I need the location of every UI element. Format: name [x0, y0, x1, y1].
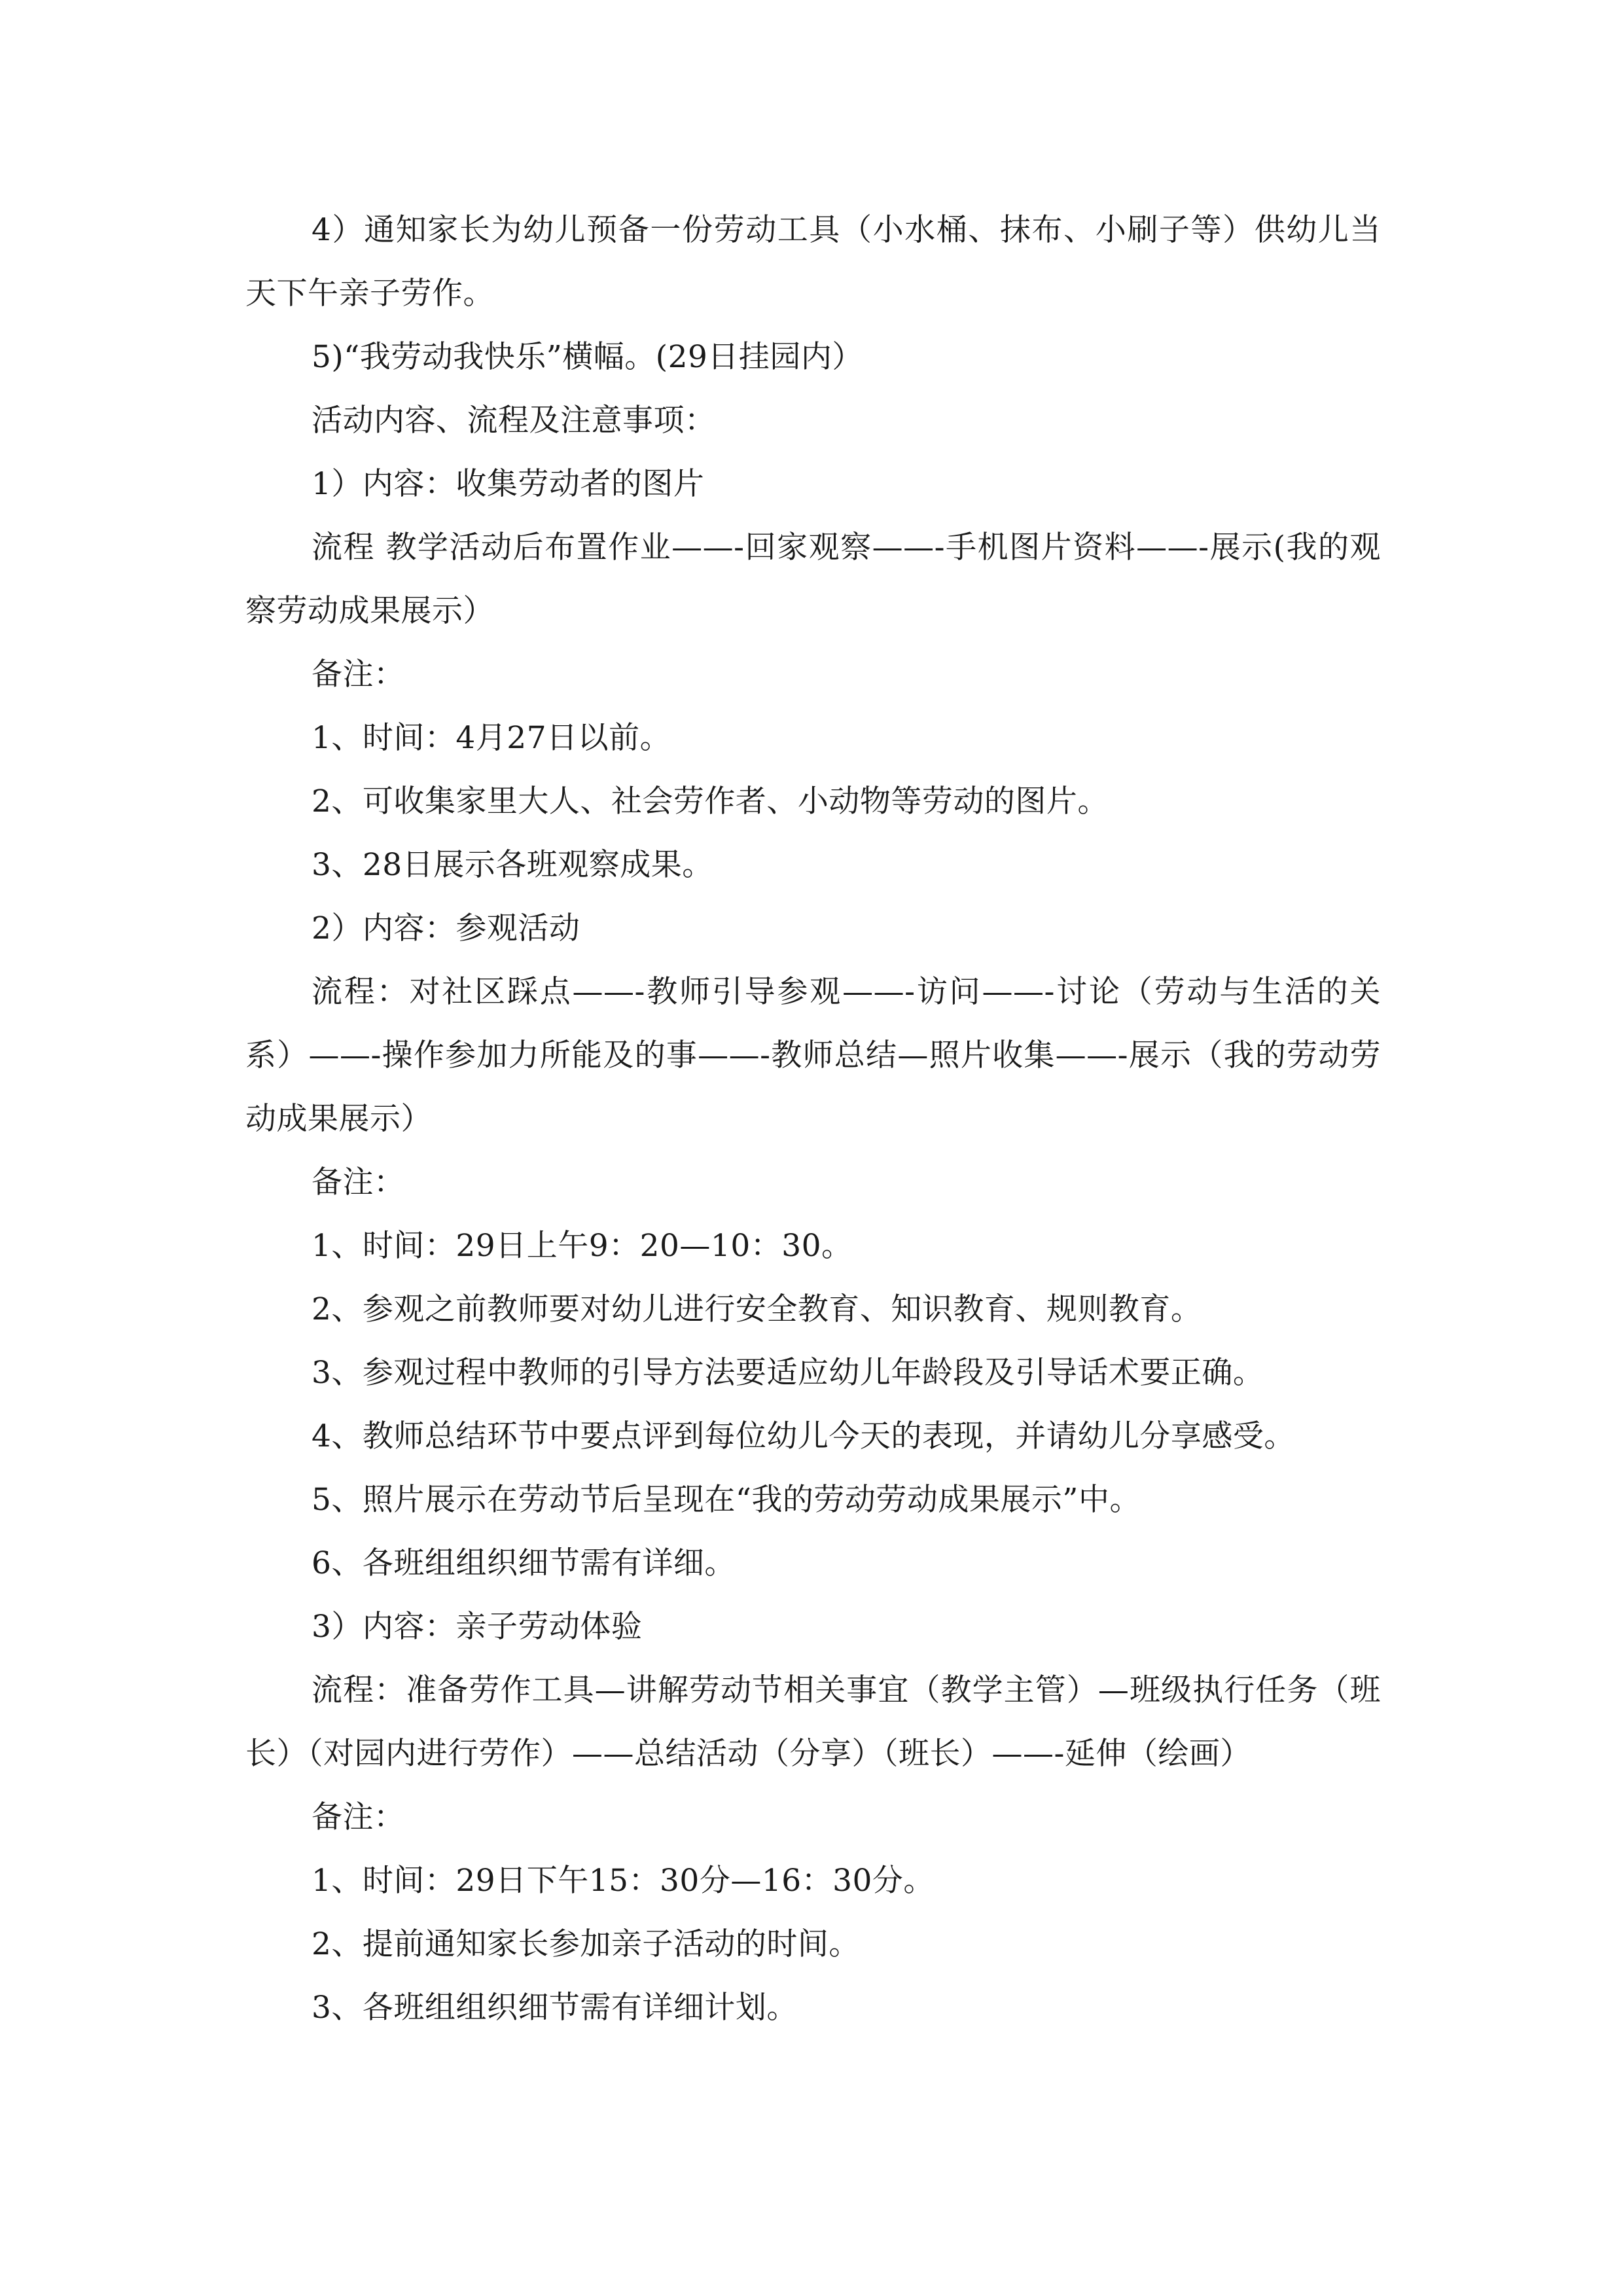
paragraph-content-2: 2）内容：参观活动: [312, 910, 580, 946]
document-body: [245, 198, 1381, 2039]
paragraph-note-1-1: 1、时间：4月27日以前。: [312, 720, 671, 756]
paragraph-content-3: 3）内容：亲子劳动体验: [312, 1609, 643, 1645]
paragraph-note-2-6: 6、各班组组织细节需有详细。: [312, 1545, 736, 1581]
paragraph-note-3-2: 2、提前通知家长参加亲子活动的时间。: [312, 1926, 860, 1962]
paragraph-note-3-1: 1、时间：29日下午15：30分—16：30分。: [312, 1863, 935, 1899]
paragraph-note-2-4: 4、教师总结环节中要点评到每位幼儿今天的表现，并请幼儿分享感受。: [312, 1418, 1295, 1454]
paragraph-notes-label-1: 备注：: [312, 656, 405, 692]
paragraph-process-1: 流程 教学活动后布置作业——-回家观察——-手机图片资料——-展示(我的观察劳动成果展示）: [245, 529, 1381, 629]
paragraph-section-heading: 活动内容、流程及注意事项：: [312, 403, 716, 439]
paragraph-notes-label-2: 备注：: [312, 1164, 405, 1200]
paragraph-note-2-1: 1、时间：29日上午9：20—10：30。: [312, 1228, 853, 1264]
paragraph-note-2-5: 5、照片展示在劳动节后呈现在“我的劳动劳动成果展示”中。: [312, 1482, 1141, 1518]
paragraph-process-3: 流程：准备劳作工具—讲解劳动节相关事宜（教学主管）—班级执行任务（班长）（对园内进行劳作）——总结活动（分享）（班长）——-延伸（绘画）: [245, 1672, 1381, 1772]
paragraph-note-3-3: 3、各班组组织细节需有详细计划。: [312, 1990, 798, 2026]
paragraph-process-2: 流程：对社区踩点——-教师引导参观——-访问——-讨论（劳动与生活的关系）——-操作参加力所能及的事——-教师总结—照片收集——-展示（我的劳动劳动成果展示）: [245, 974, 1381, 1137]
paragraph-note-2-3: 3、参观过程中教师的引导方法要适应幼儿年龄段及引导话术要正确。: [312, 1355, 1264, 1391]
paragraph-notes-label-3: 备注：: [312, 1799, 405, 1835]
paragraph-banner: 5)“我劳动我快乐”横幅。(29日挂园内）: [312, 339, 863, 375]
paragraph-note-2-2: 2、参观之前教师要对幼儿进行安全教育、知识教育、规则教育。: [312, 1291, 1202, 1327]
paragraph-note-1-3: 3、28日展示各班观察成果。: [312, 847, 713, 883]
paragraph-notify-parents-tools: 4）通知家长为幼儿预备一份劳动工具（小水桶、抹布、小刷子等）供幼儿当天下午亲子劳作。: [245, 212, 1381, 312]
paragraph-note-1-2: 2、可收集家里大人、社会劳作者、小动物等劳动的图片。: [312, 783, 1109, 819]
paragraph-content-1: 1）内容：收集劳动者的图片: [312, 466, 705, 502]
